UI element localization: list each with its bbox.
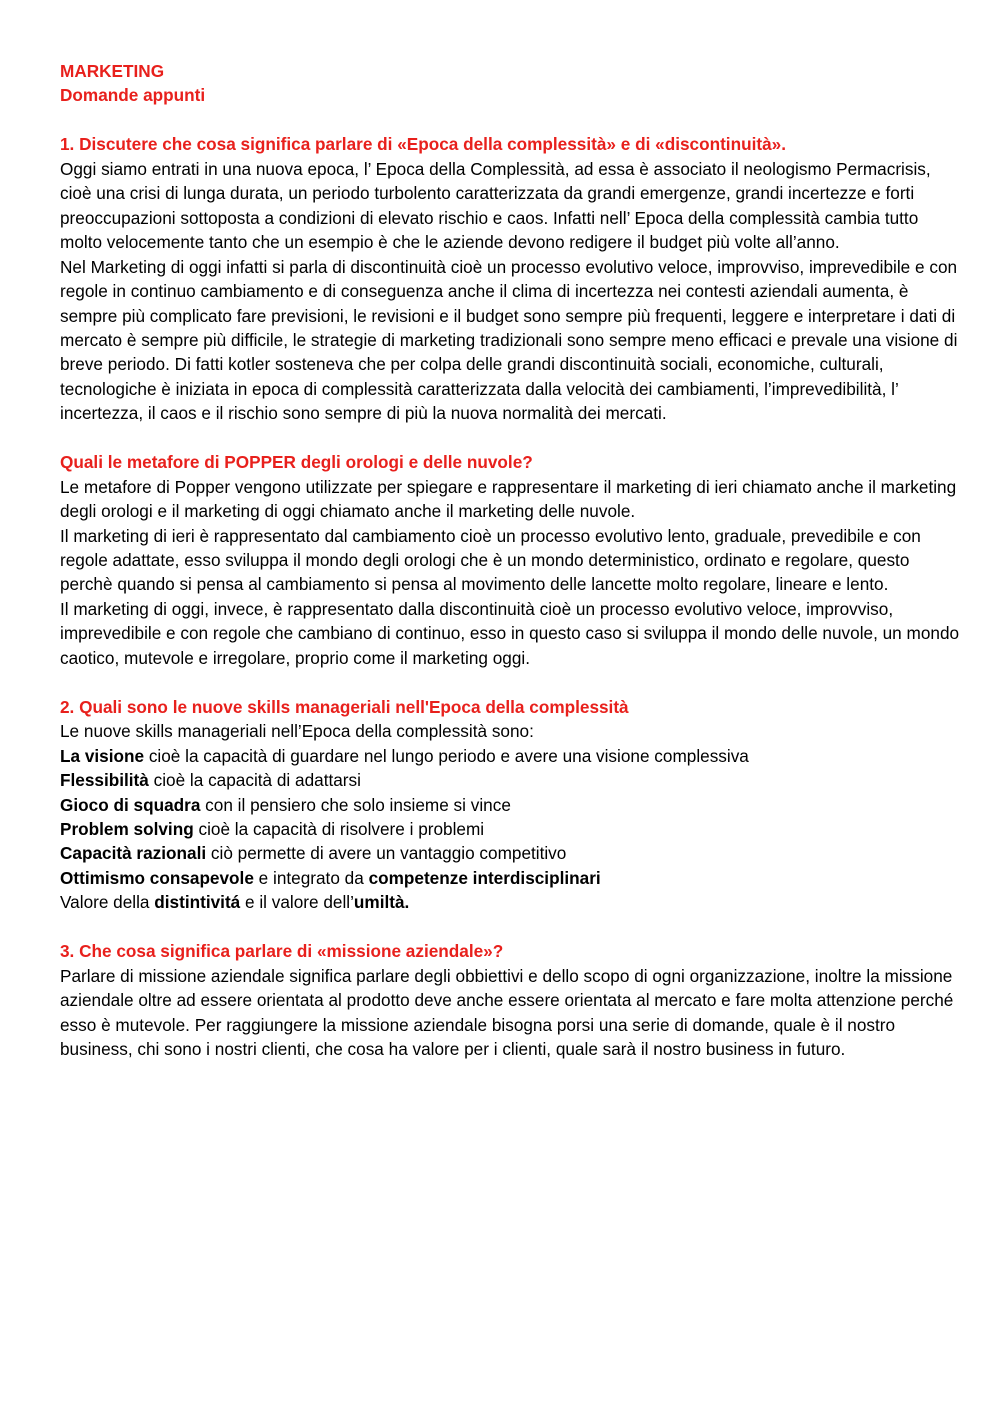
skill-name: Flessibilità [60,770,149,791]
document-subtitle: Domande appunti [60,85,206,106]
skill-item [60,817,960,841]
skill-description: cioè la capacità di risolvere i problemi [193,819,485,839]
skill-item [60,744,960,768]
popper-heading: Quali le metafore di POPPER degli orologi e delle nuvole? [60,452,533,473]
skill-item [60,841,960,865]
skill-name: La visione [60,745,145,766]
question-2-intro: Le nuove skills manageriali nell’Epoca della complessità sono: [60,721,534,742]
skill-name: Capacità razionali [60,843,207,864]
skill-description: Valore della [60,892,155,913]
skill-item [60,890,960,914]
skill-name: Gioco di squadra [60,794,201,815]
spacer [60,426,960,450]
popper-paragraph-3: Il marketing di oggi, invece, è rappresentato dalla discontinuità cioè un processo evolutivo veloce, improvviso, imprevedibile e con regole che cambiano di continuo, esso in questo caso si sviluppa il mondo delle nuvole, un mondo caotico, mutevole e irregolare, proprio come il marketing oggi. [60,598,960,668]
question-1-paragraph-1: Oggi siamo entrati in una nuova epoca, l’ Epoca della Complessità, ad essa è associato il neologismo Permacrisis, cioè una crisi di lunga durata, un periodo turbolento caratterizzata da grandi emergenze, grandi incertezze e forti preoccupazioni sottoposta a condizioni di elevato rischio e caos. Infatti nell’ Epoca della complessità cambia tutto molto velocemente tanto che un esempio è che le aziende devono redigere il budget più volte all’anno. [60,158,931,253]
spacer [60,670,960,694]
skill-item [60,768,960,792]
skill-name: competenze interdisciplinari [368,867,601,888]
skill-description: ciò permette di avere un vantaggio competitivo [206,843,567,864]
popper-paragraph-2: Il marketing di ieri è rappresentato dal cambiamento cioè un processo evolutivo lento, graduale, prevedibile e con regole adattate, esso sviluppa il mondo degli orologi che è un mondo deterministico, ordinato e regolare, questo perchè quando si pensa al cambiamento si pensa al movimento delle lancette molto regolare, lineare e lento. [60,525,921,595]
skill-item [60,793,960,817]
skill-name: umiltà. [353,892,410,913]
skill-name: Ottimismo consapevole [60,867,254,888]
skill-item [60,866,960,890]
skill-name: distintivitá [154,892,241,913]
spacer [60,915,960,939]
skill-name: Problem solving [60,819,194,839]
skill-description: con il pensiero che solo insieme si vince [200,794,511,815]
question-3-heading: 3. Che cosa significa parlare di «missione aziendale»? [60,941,504,962]
skill-description: cioè la capacità di guardare nel lungo periodo e avere una visione complessiva [144,745,749,766]
question-3-paragraph-1: Parlare di missione aziendale significa parlare degli obbiettivi e dello scopo di ogni organizzazione, inoltre la missione aziendale oltre ad essere orientata al prodotto deve anche essere orientata al mercato e fare molta attenzione perché esso è mutevole. Per raggiungere la missione aziendale bisogna porsi una serie di domande, quale è il nostro business, chi sono i nostri clienti, che cosa ha valore per i clienti, quale sarà il nostro business in futuro. [60,965,954,1060]
popper-paragraph-1: Le metafore di Popper vengono utilizzate per spiegare e rappresentare il marketing di ieri chiamato anche il marketing degli orologi e il marketing di oggi chiamato anche il marketing delle nuvole. [60,476,957,522]
question-1-paragraph-2: Nel Marketing di oggi infatti si parla di discontinuità cioè un processo evolutivo veloce, improvviso, imprevedibile e con regole in continuo cambiamento e di conseguenza anche il clima di incertezza nei contesti aziendali aumenta, è sempre più complicato fare previsioni, le revisioni e il budget sono sempre più frequenti, leggere e interpretare i dati di mercato è sempre più difficile, le strategie di marketing tradizionali sono sempre meno efficaci e prevale una visione di breve periodo. Di fatti kotler sosteneva che per colpa delle grandi discontinuità sociali, economiche, culturali, tecnologiche è iniziata in epoca di complessità caratterizzata dalla velocità dei cambiamenti, l’imprevedibilità, l’ incertezza, il caos e il rischio sono sempre di più la nuova normalità dei mercati. [60,256,958,424]
skill-description: e integrato da [253,867,369,888]
question-2-heading: 2. Quali sono le nuove skills manageriali nell'Epoca della complessità [60,696,629,717]
document-page [60,59,960,1062]
skill-description: e il valore dell’ [240,892,354,913]
document-title: MARKETING [60,61,165,81]
spacer [60,108,960,132]
skill-description: cioè la capacità di adattarsi [148,770,361,791]
question-1-heading: 1. Discutere che cosa significa parlare di «Epoca della complessità» e di «discontinuità». [60,134,786,155]
